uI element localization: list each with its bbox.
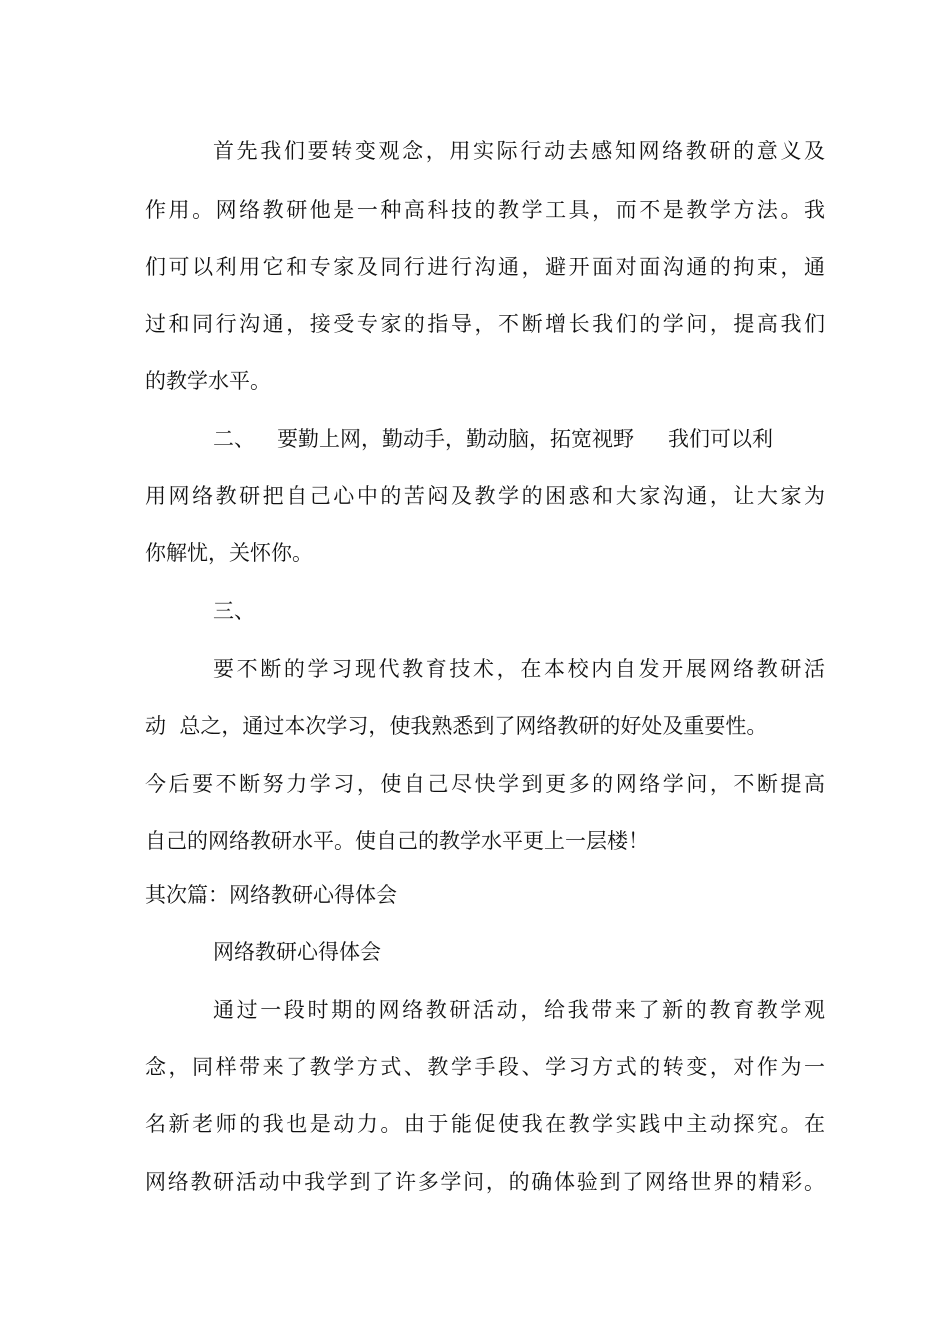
paragraph-2-line-2: 用网络教研把自己心中的苦闷及教学的困惑和大家沟通，让大家为 xyxy=(145,484,825,508)
paragraph-4-line-2: 动 总之，通过本次学习，使我熟悉到了网络教研的好处及重要性。 xyxy=(145,714,768,738)
paragraph-4-line-1: 要不断的学习现代教育技术，在本校内自发开展网络教研活 xyxy=(213,657,825,681)
paragraph-2-line-1-tail: 我们可以利 xyxy=(668,427,773,451)
paragraph-2-marker: 二、 xyxy=(213,427,255,451)
paragraph-5-line-3: 名新老师的我也是动力。由于能促使我在教学实践中主动探究。在 xyxy=(145,1112,825,1136)
paragraph-4-line-3: 今后要不断努力学习，使自己尽快学到更多的网络学问，不断提高 xyxy=(145,772,825,796)
paragraph-2-heading: 要勤上网，勤动手，勤动脑，拓宽视野 xyxy=(277,427,634,451)
paragraph-2-line-1 xyxy=(213,422,825,456)
paragraph-5-line-2: 念，同样带来了教学方式、教学手段、学习方式的转变，对作为一 xyxy=(145,1055,825,1079)
paragraph-4-line-4: 自己的网络教研水平。使自己的教学水平更上一层楼！ xyxy=(145,829,649,853)
sub-heading: 网络教研心得体会 xyxy=(213,940,381,964)
paragraph-1-line-4: 过和同行沟通，接受专家的指导，不断增长我们的学问，提高我们 xyxy=(145,312,825,336)
paragraph-2-line-3: 你解忧，关怀你。 xyxy=(145,541,313,565)
paragraph-1-line-2: 作用。网络教研他是一种高科技的教学工具，而不是教学方法。我 xyxy=(145,198,825,222)
paragraph-5-line-1: 通过一段时期的网络教研活动，给我带来了新的教育教学观 xyxy=(213,998,825,1022)
paragraph-1-line-1: 首先我们要转变观念，用实际行动去感知网络教研的意义及 xyxy=(213,139,825,163)
paragraph-3-marker: 三、 xyxy=(213,599,255,623)
section-heading: 其次篇：网络教研心得体会 xyxy=(145,883,397,907)
paragraph-1-line-3: 们可以利用它和专家及同行进行沟通，避开面对面沟通的拘束，通 xyxy=(145,255,825,279)
paragraph-5-line-4: 网络教研活动中我学到了许多学问，的确体验到了网络世界的精彩。 xyxy=(145,1170,825,1194)
paragraph-1-line-5: 的教学水平。 xyxy=(145,369,271,393)
